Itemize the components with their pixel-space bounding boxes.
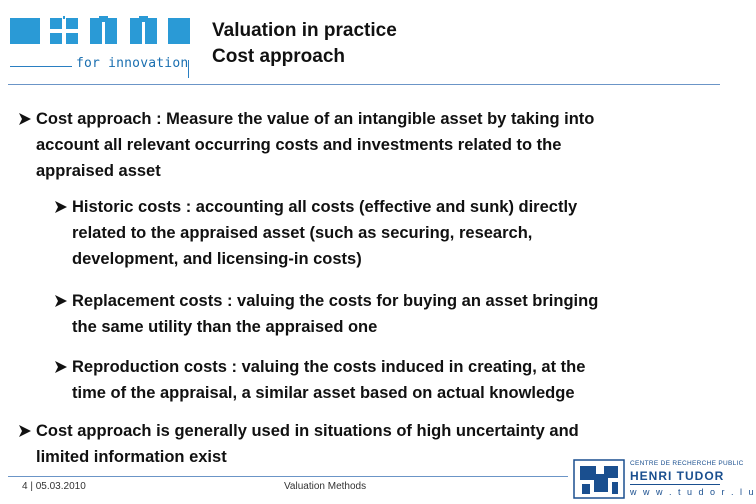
title-line-2: Cost approach [212, 46, 346, 67]
slide-header [0, 0, 728, 84]
page-number-date: 4 | 05.03.2010 [22, 481, 86, 492]
logo-rule [10, 66, 72, 67]
arrow-bullet-icon [54, 200, 68, 214]
bullet-item [18, 106, 708, 184]
tudor-emblem-icon [572, 458, 626, 500]
logo-marks-icon [10, 16, 190, 46]
logo-rule-vertical [188, 60, 189, 78]
sub-bullet-item [54, 354, 710, 406]
sub-bullet-item [54, 288, 710, 340]
for-innovation-logo [10, 10, 200, 76]
tudor-subtitle: CENTRE DE RECHERCHE PUBLIC [630, 460, 744, 467]
arrow-bullet-icon [54, 294, 68, 308]
sub-bullet-item [54, 194, 710, 272]
tudor-url: w w w . t u d o r . l u [630, 487, 756, 497]
bullet-text: Reproduction costs : valuing the costs induced in creating, at the time of the appraisal, a similar asset based on actual knowledge [72, 358, 586, 402]
footer-divider [8, 476, 568, 477]
arrow-bullet-icon [18, 112, 32, 126]
henri-tudor-logo [572, 456, 756, 502]
header-divider [8, 84, 720, 85]
bullet-text: Cost approach is generally used in situations of high uncertainty and limited information exist [36, 422, 579, 466]
arrow-bullet-icon [54, 360, 68, 374]
title-line-1: Valuation in practice [212, 20, 397, 41]
slide-title [212, 18, 397, 70]
tudor-name: HENRI TUDOR [630, 469, 725, 483]
footer-title: Valuation Methods [284, 481, 367, 492]
logo-tagline: for innovation [76, 56, 189, 71]
tudor-rule [630, 484, 720, 485]
arrow-bullet-icon [18, 424, 32, 438]
bullet-text: Cost approach : Measure the value of an intangible asset by taking into account all relevant occurring costs and investments related to the appraised asset [36, 110, 595, 180]
bullet-text: Replacement costs : valuing the costs for buying an asset bringing the same utility than the appraised one [72, 292, 599, 336]
bullet-text: Historic costs : accounting all costs (effective and sunk) directly related to the appraised asset (such as securing, research, development, and licensing-in costs) [72, 198, 578, 268]
